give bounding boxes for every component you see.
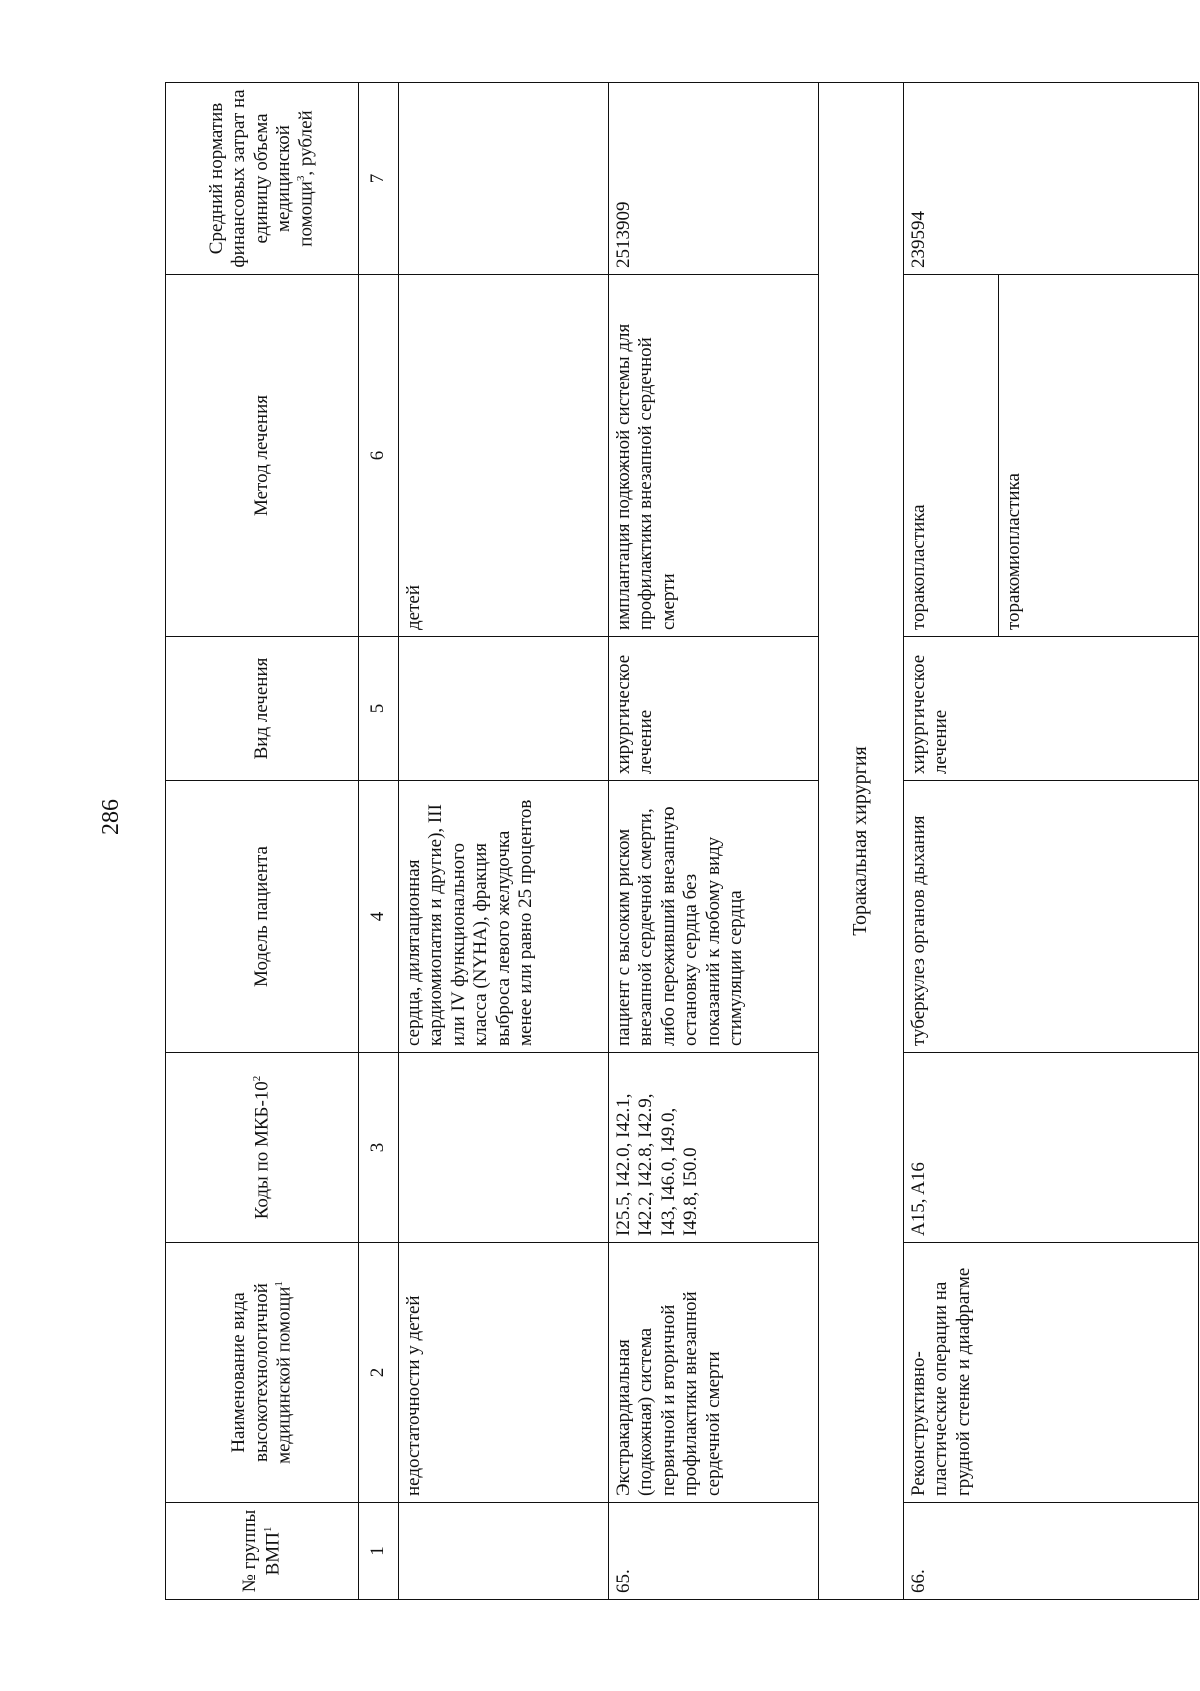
page-number: 286: [98, 799, 124, 835]
treatment-method: [904, 275, 1199, 637]
rotated-table-container: [165, 83, 1198, 1600]
treatment-method: имплантация подкожной системы для профилактики внезапной сердечной смерти: [609, 275, 819, 637]
care-type-name: Реконструктивно-пластические операции на грудной стенке и диафрагме: [904, 1243, 1199, 1503]
header-cell: № группы ВМП$^1$: [166, 1503, 359, 1600]
column-number: 6: [359, 275, 399, 637]
header-cell: Метод лечения: [166, 275, 359, 637]
method-thoracomyoplasty: торакомиопластика: [998, 275, 1123, 636]
patient-model: туберкулез органов дыхания: [904, 781, 1199, 1053]
column-number: 2: [359, 1243, 399, 1503]
section-title: Торакальная хирургия: [819, 83, 904, 1600]
section-row: [819, 83, 904, 1600]
column-number: 3: [359, 1053, 399, 1243]
cost-standard: [399, 83, 609, 275]
care-type-name: Экстракардиальная (подкожная) система первичной и вторичной профилактики внезапной сердечной смерти: [609, 1243, 819, 1503]
cost-standard: 2513909: [609, 83, 819, 275]
header-row: [166, 83, 359, 1600]
treatment-method: детей: [399, 275, 609, 637]
header-cell: Наименование вида высокотехнологичной медицинской помощи$^1$: [166, 1243, 359, 1503]
group-number: 65.: [609, 1503, 819, 1600]
table-row: [904, 83, 1199, 1600]
header-cell: Коды по МКБ-$10^2$: [166, 1053, 359, 1243]
column-number: 4: [359, 781, 399, 1053]
group-number: 66.: [904, 1503, 1199, 1600]
column-number-row: [359, 83, 399, 1600]
header-cell: Средний норматив финансовых затрат на единицу объема медицинской помощи$^3$, рублей: [166, 83, 359, 275]
header-cell: Вид лечения: [166, 637, 359, 781]
table-row: [609, 83, 819, 1600]
patient-model: пациент с высоким риском внезапной сердечной смерти, либо переживший внезапную остановку сердца без показаний к любому виду стимуляции сердца: [609, 781, 819, 1053]
method-thoracoplasty: торакопластика: [908, 504, 929, 630]
column-number: 7: [359, 83, 399, 275]
icd-codes: A15, A16: [904, 1053, 1199, 1243]
group-number: [399, 1503, 609, 1600]
table-row: [399, 83, 609, 1600]
treatment-type: хирургическое лечение: [904, 637, 1199, 781]
column-number: 5: [359, 637, 399, 781]
icd-codes: [399, 1053, 609, 1243]
treatment-type: хирургическое лечение: [609, 637, 819, 781]
header-cell: Модель пациента: [166, 781, 359, 1053]
icd-codes: I25.5, I42.0, I42.1, I42.2, I42.8, I42.9, I43, I46.0, I49.0, I49.8, I50.0: [609, 1053, 819, 1243]
vmp-table: [165, 82, 1199, 1600]
treatment-type: [399, 637, 609, 781]
care-type-name: недостаточности у детей: [399, 1243, 609, 1503]
column-number: 1: [359, 1503, 399, 1600]
patient-model: сердца, дилятационная кардиомиопатия и другие), III или IV функционального класса (NYHA), фракция выброса левого желудочка менее или равно 25 процентов: [399, 781, 609, 1053]
cost-standard: 239594: [904, 83, 1199, 275]
